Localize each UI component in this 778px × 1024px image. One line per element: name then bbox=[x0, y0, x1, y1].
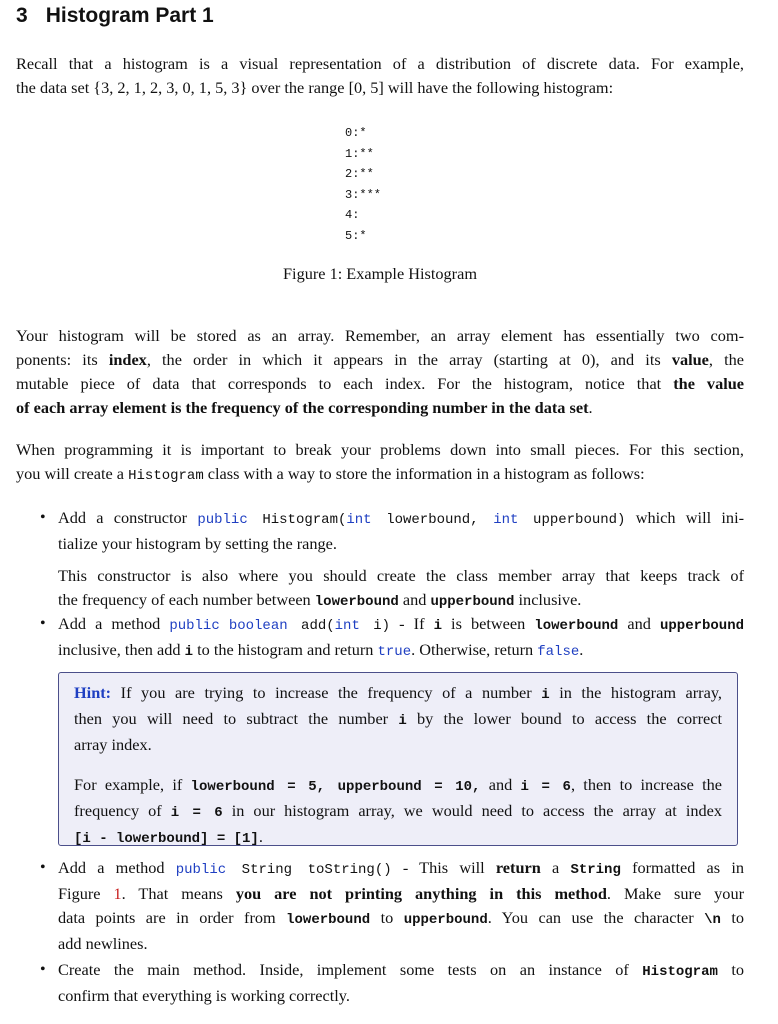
bold-index: index bbox=[108, 350, 147, 369]
bullet-dot: • bbox=[40, 509, 46, 526]
code: Histogram bbox=[642, 964, 718, 980]
code: add( bbox=[287, 618, 335, 634]
text: Add a constructor bbox=[58, 508, 198, 527]
text: . bbox=[588, 398, 593, 417]
text: . Make sure your bbox=[606, 884, 745, 903]
figure-caption: Figure 1: Example Histogram bbox=[283, 264, 477, 283]
text-line: Your histogram will be stored as an array. Remember, an array element has essentially two com- bbox=[16, 326, 744, 345]
text: and bbox=[480, 775, 521, 794]
hint-label: Hint: bbox=[74, 683, 112, 702]
code: i bbox=[433, 618, 442, 634]
text: to bbox=[717, 960, 744, 979]
text-line: When programming it is important to break your problems down into small pieces. For this section, bbox=[16, 440, 744, 459]
bold-text: of each array element is the frequency of the corresponding number in the data set bbox=[16, 398, 589, 417]
text: inclusive. bbox=[514, 590, 582, 609]
code-keyword: boolean bbox=[228, 618, 288, 634]
code: [i - lowerbound] = [1] bbox=[74, 831, 259, 847]
bullet-add-method bbox=[40, 612, 744, 664]
code-keyword: true bbox=[377, 644, 412, 660]
code-keyword: public bbox=[169, 618, 220, 634]
bold-value: value bbox=[671, 350, 709, 369]
text: - This will bbox=[391, 858, 496, 877]
code-keyword: public bbox=[175, 862, 227, 878]
text: . You can use the character bbox=[487, 908, 705, 927]
figure-reference-link[interactable]: 1 bbox=[113, 884, 122, 903]
code: i) bbox=[359, 618, 391, 634]
text: is between bbox=[441, 614, 535, 633]
bullet-dot: • bbox=[40, 615, 46, 632]
text: Figure bbox=[58, 884, 114, 903]
text: which will ini- bbox=[625, 508, 745, 527]
code: String toString() bbox=[226, 862, 392, 878]
code: upperbound bbox=[430, 594, 515, 610]
text: . bbox=[258, 827, 263, 846]
bullet-dot: • bbox=[40, 961, 46, 978]
array-paragraph bbox=[16, 324, 744, 420]
text: class with a way to store the information in a histogram as follows: bbox=[203, 464, 645, 483]
text-line: confirm that everything is working correctly. bbox=[58, 986, 350, 1005]
code: \n bbox=[704, 912, 721, 928]
text: and bbox=[618, 614, 660, 633]
text: and bbox=[398, 590, 431, 609]
text: Add a method bbox=[58, 614, 170, 633]
code: i bbox=[184, 644, 194, 660]
code: lowerbound bbox=[286, 912, 371, 928]
code: i = 6 bbox=[520, 779, 571, 795]
text: , the bbox=[708, 350, 744, 369]
text: Add a method bbox=[58, 858, 176, 877]
text-line: This constructor is also where you should create the class member array that keeps track of bbox=[58, 566, 744, 585]
text: you will create a bbox=[16, 464, 129, 483]
code-keyword: public bbox=[197, 512, 248, 528]
bullet-constructor bbox=[40, 506, 745, 614]
text: mutable piece of data that corresponds to each index. For the histogram, notice that bbox=[16, 374, 674, 393]
code: String bbox=[570, 862, 621, 878]
intro-line: Recall that a histogram is a visual representation of a distribution of discrete data. For example, bbox=[16, 54, 744, 73]
bold-text: you are not printing anything in this method bbox=[235, 884, 607, 903]
text: by the lower bound to access the correct bbox=[406, 709, 723, 728]
text: then you will need to subtract the number bbox=[74, 709, 399, 728]
text-line: array index. bbox=[74, 735, 152, 754]
histogram-row: 5:* bbox=[345, 228, 367, 243]
code-keyword: false bbox=[537, 644, 580, 660]
bold-text: return bbox=[495, 858, 541, 877]
text: , then to increase the bbox=[570, 775, 723, 794]
histogram-row: 3:*** bbox=[345, 187, 382, 202]
text: - If bbox=[390, 614, 434, 633]
text: to bbox=[720, 908, 744, 927]
text: a bbox=[540, 858, 571, 877]
code: Histogram( bbox=[247, 512, 347, 528]
bullet-dot: • bbox=[40, 859, 46, 876]
bullet-tostring bbox=[40, 856, 745, 956]
text: Create the main method. Inside, implement some tests on an instance of bbox=[58, 960, 643, 979]
code-keyword: int bbox=[346, 512, 372, 528]
code-keyword: int bbox=[493, 512, 519, 528]
code: upperbound bbox=[403, 912, 488, 928]
text: data points are in order from bbox=[58, 908, 287, 927]
text: inclusive, then add bbox=[58, 640, 185, 659]
hint-box bbox=[58, 672, 738, 846]
code: lowerbound, bbox=[371, 512, 494, 528]
histogram-row: 4: bbox=[345, 208, 360, 222]
code: upperbound bbox=[659, 618, 744, 634]
text: . Otherwise, return bbox=[411, 640, 538, 659]
code: upperbound) bbox=[518, 512, 626, 528]
section-number: 3 bbox=[16, 4, 28, 27]
code: lowerbound bbox=[534, 618, 619, 634]
text-line: tialize your histogram by setting the range. bbox=[58, 534, 337, 553]
text: the frequency of each number between bbox=[58, 590, 315, 609]
text-line: add newlines. bbox=[58, 934, 148, 953]
code: i bbox=[541, 687, 550, 703]
code: i = 6 bbox=[170, 805, 223, 821]
text: For example, if bbox=[74, 775, 191, 794]
histogram-row: 1:** bbox=[345, 146, 374, 161]
section-heading bbox=[16, 4, 214, 28]
code-keyword: int bbox=[334, 618, 360, 634]
text: in our histogram array, we would need to access the array at index bbox=[222, 801, 723, 820]
code: i bbox=[398, 713, 407, 729]
section-title: Histogram Part 1 bbox=[45, 4, 214, 27]
programming-paragraph bbox=[16, 438, 744, 488]
text: frequency of bbox=[74, 801, 171, 820]
text: If you are trying to increase the frequency of a number bbox=[111, 683, 542, 702]
text: . bbox=[579, 640, 584, 659]
text: to the histogram and return bbox=[193, 640, 378, 659]
text: ponents: its bbox=[16, 350, 109, 369]
text: formatted as in bbox=[620, 858, 744, 877]
bold-text: the value bbox=[673, 374, 745, 393]
text: , the order in which it appears in the array (starting at 0), and its bbox=[146, 350, 672, 369]
text: in the histogram array, bbox=[549, 683, 722, 702]
code: lowerbound = 5, upperbound = 10, bbox=[190, 779, 481, 795]
bullet-main-method bbox=[40, 958, 744, 1008]
intro-paragraph bbox=[16, 52, 744, 100]
hint-content bbox=[74, 681, 722, 851]
text: to bbox=[370, 908, 404, 927]
code: lowerbound bbox=[314, 594, 399, 610]
example-histogram bbox=[345, 123, 381, 246]
histogram-row: 0:* bbox=[345, 126, 367, 140]
intro-line: the data set {3, 2, 1, 2, 3, 0, 1, 5, 3} over the range [0, 5] will have the following histogram: bbox=[16, 78, 614, 97]
code-class-name: Histogram bbox=[128, 468, 204, 484]
text: . That means bbox=[121, 884, 236, 903]
histogram-row: 2:** bbox=[345, 167, 374, 181]
